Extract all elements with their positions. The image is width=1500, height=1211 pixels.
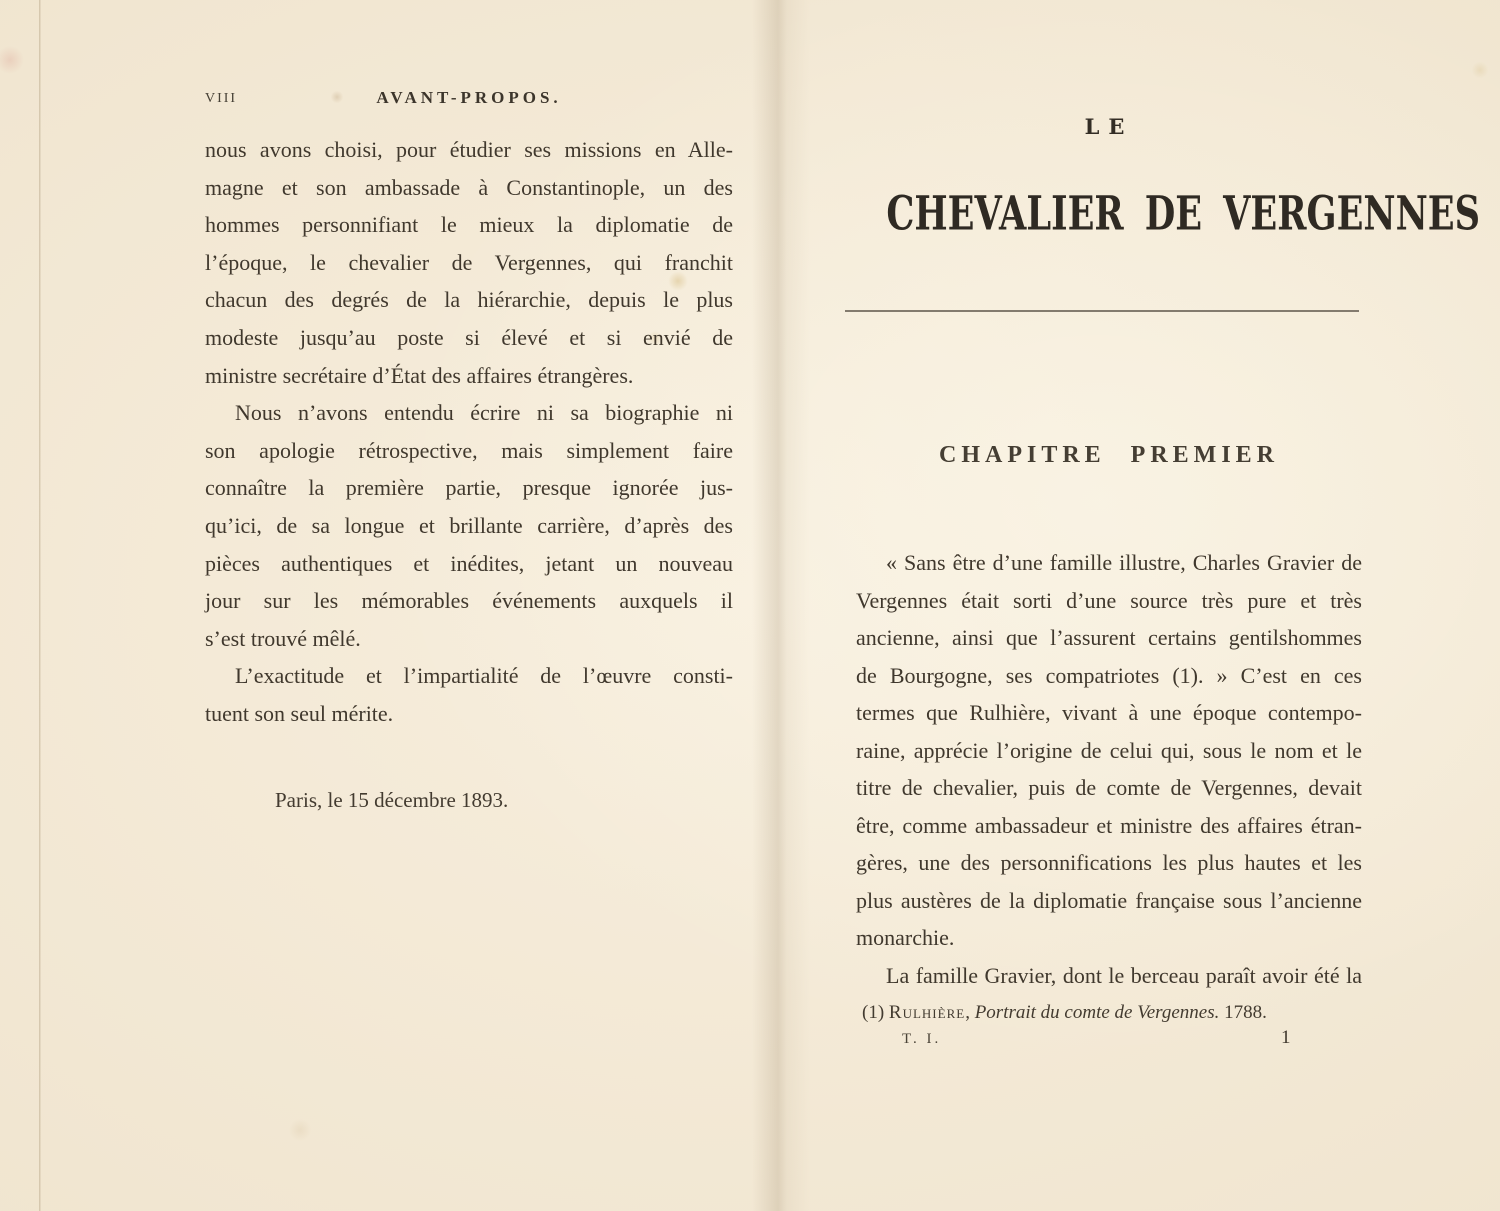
- text-line: de Bourgogne, ses compatriotes (1). » C’est en ces: [856, 662, 1362, 688]
- text-line: gères, une des personnifications les plus hautes et les: [856, 850, 1362, 875]
- page-edge-line: [39, 0, 41, 1211]
- text-line: termes que Rulhière, vivant à une époque contempo-: [856, 700, 1362, 725]
- left-running-head: AVANT-PROPOS.: [376, 88, 562, 107]
- text-line: « Sans être d’une famille illustre, Charles Gravier de: [886, 550, 1362, 575]
- text-line: qu’ici, de sa longue et brillante carrière, d’après des: [205, 512, 733, 538]
- footnote-work-title: Portrait du comte de Vergennes.: [974, 1002, 1220, 1023]
- text-line: pièces authentiques et inédites, jetant un nouveau: [205, 550, 733, 576]
- text-line: titre de chevalier, puis de comte de Vergennes, devait: [856, 775, 1362, 800]
- volume-signature: T. I.: [902, 1031, 942, 1047]
- text-line: jour sur les mémorables événements auxquels il: [205, 588, 733, 614]
- text-line: son apologie rétrospective, mais simplement faire: [205, 437, 733, 463]
- text-line: modeste jusqu’au poste si élevé et si envié de: [205, 324, 733, 350]
- text-line: être, comme ambassadeur et ministre des affaires étran-: [856, 812, 1362, 838]
- dateline: Paris, le 15 décembre 1893.: [275, 788, 509, 812]
- text-line: hommes personnifiant le mieux la diplomatie de: [205, 212, 733, 238]
- text-line: L’exactitude et l’impartialité de l’œuvre consti-: [235, 663, 733, 689]
- text-line: nous avons choisi, pour étudier ses missions en Alle-: [205, 137, 733, 162]
- title-rule: [845, 310, 1359, 312]
- text-line: monarchie.: [856, 925, 955, 950]
- right-page-number: 1: [1281, 1027, 1291, 1048]
- text-line: Vergennes était sorti d’une source très pure et très: [856, 587, 1362, 613]
- left-running-head-row: [205, 88, 733, 112]
- chapter-heading: CHAPITRE PREMIER: [938, 442, 1279, 468]
- text-line: chacun des degrés de la hiérarchie, depuis le plus: [205, 287, 733, 313]
- left-body-text: [205, 131, 733, 733]
- text-line: plus austères de la diplomatie française sous l’ancienne: [856, 887, 1362, 913]
- footnote-marker: (1): [862, 1002, 889, 1023]
- text-line: s’est trouvé mêlé.: [205, 625, 361, 651]
- footnote: [862, 1002, 1267, 1024]
- text-line: connaître la première partie, presque ignorée jus-: [205, 475, 733, 501]
- right-body-text: [856, 544, 1362, 994]
- text-line: Nous n’avons entendu écrire ni sa biographie ni: [235, 400, 733, 426]
- text-line: La famille Gravier, dont le berceau paraît avoir été la: [886, 962, 1362, 988]
- text-line: l’époque, le chevalier de Vergennes, qui franchit: [205, 249, 733, 275]
- text-line: ministre secrétaire d’État des affaires étrangères.: [205, 362, 634, 388]
- text-line: tuent son seul mérite.: [205, 700, 394, 726]
- book-title-le-row: [856, 114, 1362, 139]
- gutter-shadow: [752, 0, 810, 1211]
- text-line: magne et son ambassade à Constantinople, un des: [205, 174, 733, 200]
- footnote-separator: ,: [965, 1002, 975, 1023]
- text-line: raine, apprécie l’origine de celui qui, sous le nom et le: [856, 737, 1362, 763]
- book-title-line2: CHEVALIER DE VERGENNES: [886, 185, 1481, 242]
- footnote-year: 1788.: [1219, 1002, 1267, 1023]
- left-page-number: VIII: [205, 91, 238, 106]
- text-line: ancienne, ainsi que l’assurent certains gentilshommes: [856, 625, 1362, 650]
- footnote-author: Rulhière: [888, 1002, 966, 1023]
- book-title-line1: LE: [1084, 114, 1134, 139]
